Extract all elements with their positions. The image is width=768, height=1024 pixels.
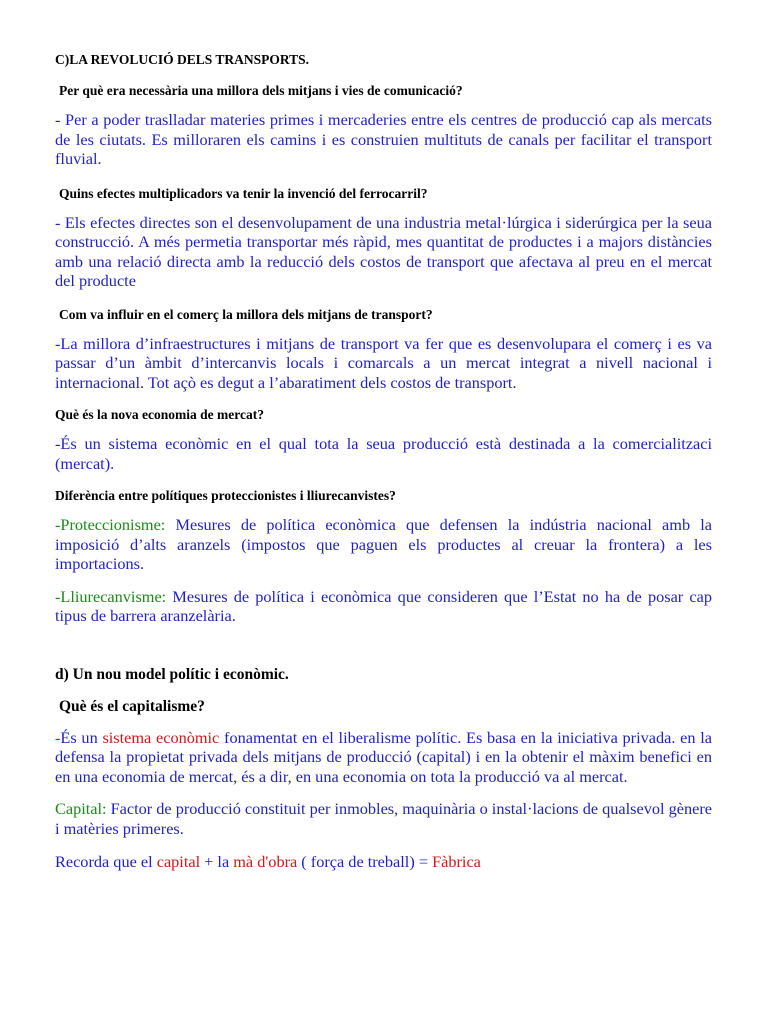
capital-definition [55, 799, 712, 838]
answer-1: - Per a poder traslladar materies primes i mercaderies entre els centres de producció cap als mercats de les ciutats. Es milloraren els camins i es construien multituts de canals per facilitar el transport fluvial. [55, 110, 712, 168]
question-5: Diferència entre polítiques proteccionistes i lliurecanvistes? [55, 488, 396, 503]
term-capital: Capital: [55, 799, 107, 818]
recorda-text-2: + la [200, 852, 234, 871]
term-lliurecanvisme: -Lliurecanvisme: [55, 586, 167, 606]
dash-red: - [55, 727, 61, 747]
answer-rest: fonamentat en el liberalisme polític. Es basa en la iniciativa privada. en la defensa la propietat privada dels mitjans de producció (capital) i en la obtenir el màxim benefici en en una economia de mercat, és a dir, en una economia on tota la producció va al mercat. [55, 727, 712, 786]
answer-capitalisme [55, 728, 712, 787]
highlight-sistema-economic: sistema econòmic [102, 727, 220, 747]
recorda-line [55, 852, 712, 872]
section-d-title: d) Un nou model polític i econòmic. [55, 665, 289, 683]
recorda-fabrica: Fàbrica [432, 852, 481, 871]
question-1: Per què era necessària una millora dels mitjans i vies de comunicació? [59, 83, 463, 98]
answer-proteccionisme [55, 515, 712, 574]
definition-lliurecanvisme: Mesures de política i econòmica que consideren que l’Estat no ha de posar cap tipus de barrera aranzelària. [55, 586, 712, 625]
question-4: Què és la nova economia de mercat? [55, 407, 264, 422]
document-page [55, 48, 712, 872]
recorda-ma-obra: mà d'obra [233, 852, 298, 871]
answer-3: -La millora d’infraestructures i mitjans de transport va fer que es desenvolupara el comerç i es va passar d’un àmbit d’intercanvis locals i comarcals a un mercat integrat a nivell nacional i internacional. Tot açò es degut a l’abaratiment dels costos de transport. [55, 333, 712, 392]
definition-proteccionisme: Mesures de política econòmica que defensen la indústria nacional amb la imposició d’alts aranzels (impostos que paguen els productes al creuar la frontera) a les importacions. [55, 515, 712, 573]
term-proteccionisme: -Proteccionisme: [55, 515, 166, 534]
section-c-title: C)LA REVOLUCIÓ DELS TRANSPORTS. [55, 52, 310, 67]
answer-lliurecanvisme [55, 587, 712, 626]
answer-2: - Els efectes directes son el desenvolupament de una industria metal·lúrgica i siderúrgica per la seua construcció. A més permetia transportar més ràpid, mes quantitat de productes i a majors distàncies amb una relació directa amb la reducció dels costos de transport que afectava al preu en el mercat del producte [55, 212, 712, 290]
question-capitalisme: Què és el capitalisme? [59, 697, 205, 715]
answer-start: És un [60, 727, 103, 747]
question-2: Quins efectes multiplicadors va tenir la invenció del ferrocarril? [59, 185, 428, 201]
recorda-capital: capital [156, 852, 201, 871]
question-3: Com va influir en el comerç la millora dels mitjans de transport? [59, 306, 433, 322]
recorda-text-3: ( força de treball) = [297, 852, 433, 871]
answer-4: -És un sistema econòmic en el qual tota la seua producció està destinada a la comercialitzaci (mercat). [55, 434, 712, 473]
definition-capital: Factor de producció constituit per inmobles, maquinària o instal·lacions de qualsevol gènere i matèries primeres. [55, 799, 712, 838]
recorda-text-1: Recorda que el [55, 852, 157, 871]
